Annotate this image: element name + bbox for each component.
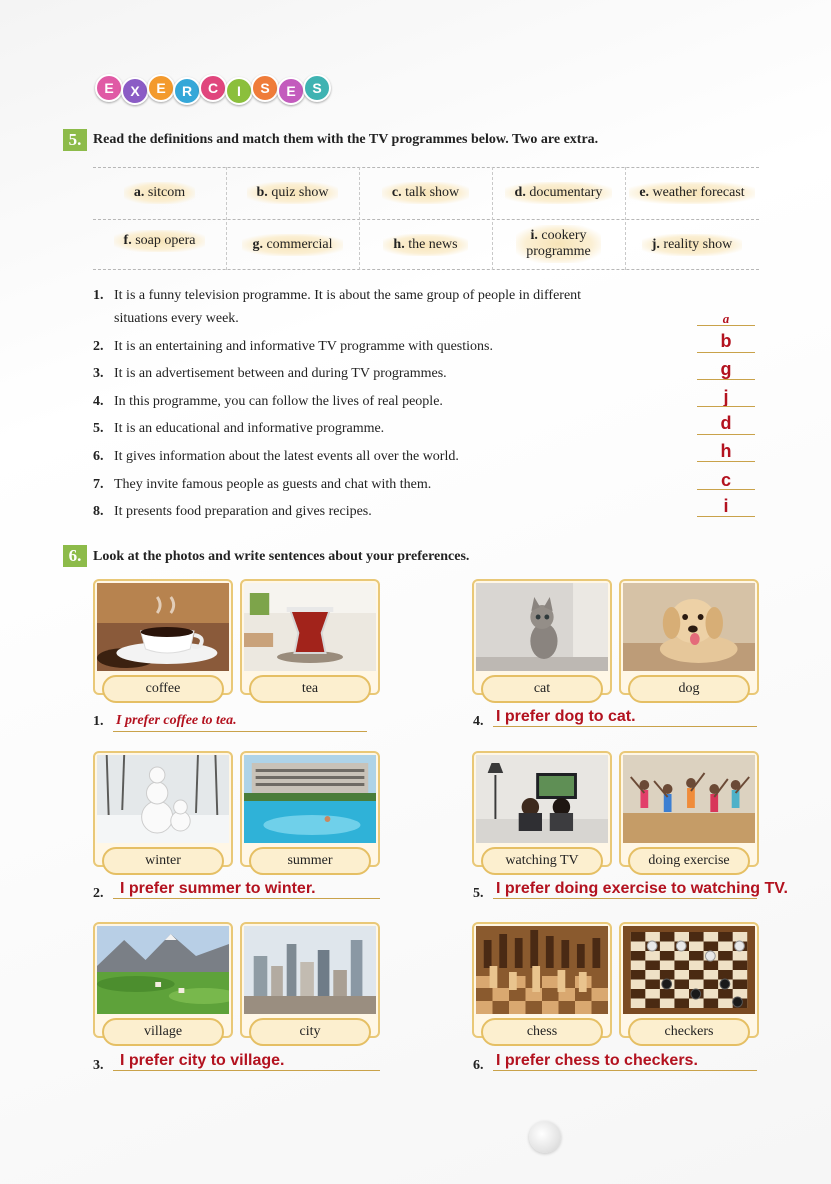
sentence-3-number: 3.	[93, 1058, 104, 1073]
title-letter-ball: I	[225, 77, 253, 105]
title-letter-ball: E	[277, 77, 305, 105]
sentence-2-number: 2.	[93, 886, 104, 901]
option-i: i. cookery programme	[492, 219, 625, 269]
label-checkers: checkers	[628, 1018, 750, 1046]
summer-photo	[244, 755, 376, 843]
sentence-3-answer[interactable]: I prefer city to village.	[120, 1052, 285, 1069]
label-village: village	[102, 1018, 224, 1046]
answer-1[interactable]: a	[722, 311, 730, 326]
option-c: c. talk show	[359, 167, 492, 219]
exercise-5-instruction: Read the definitions and match them with the TV programmes below. Two are extra.	[93, 132, 599, 147]
exercises-title	[95, 74, 329, 102]
answer-6[interactable]: h	[720, 441, 732, 461]
photo-card-chess	[472, 922, 612, 1038]
photo-card-checkers	[619, 922, 759, 1038]
photo-card-watching-tv	[472, 751, 612, 867]
photo-card-coffee	[93, 579, 233, 695]
exercise-6-instruction: Look at the photos and write sentences about your preferences.	[93, 549, 470, 564]
sentence-2-answer[interactable]: I prefer summer to winter.	[120, 880, 316, 897]
sentence-6-answer[interactable]: I prefer chess to checkers.	[496, 1052, 698, 1069]
label-dog: dog	[628, 675, 750, 703]
sentence-5-answer[interactable]: I prefer doing exercise to watching TV.	[496, 880, 788, 897]
city-photo	[244, 926, 376, 1014]
cat-photo	[476, 583, 608, 671]
sentence-6-number: 6.	[473, 1058, 484, 1073]
chess-photo	[476, 926, 608, 1014]
sentence-5-number: 5.	[473, 886, 484, 901]
label-winter: winter	[102, 847, 224, 875]
doing-exercise-photo	[623, 755, 755, 843]
title-letter-ball: E	[95, 74, 123, 102]
title-letter-ball: R	[173, 77, 201, 105]
answer-2[interactable]: b	[720, 331, 732, 351]
photo-card-winter	[93, 751, 233, 867]
sentence-4-number: 4.	[473, 714, 484, 729]
photo-card-doing-exercise	[619, 751, 759, 867]
answer-4[interactable]: j	[723, 387, 729, 407]
photo-card-city	[240, 922, 380, 1038]
option-g: g. commercial	[226, 221, 359, 269]
worksheet-page: E X E R C I S E S 5. Read the definitions and match them with the TV programmes below. Two are extra. a. sitcom b. quiz show c. talk show d. documentary e. weather forecast f. soap opera g. commercial h. the news i. cookery programme j. reality show 1. It is a funny television programme. It is about the same group of people in different situations every week. a 2. It is an entertaining and informative TV programme with questions. b 3. It is an advertisement between and during TV programmes. g 4. In this programme, you can follow the lives of real people. j 5. It is an educational and informative programme. d 6. It gives information about the latest events all over the world. h 7. They invite famous people as guests and chat with them. c 8. It presents food preparation and gives recipes. i 6. Look at the photos and write sentences about your preferences. coffee tea 1. I prefer coffee to tea. cat dog 4. I prefer dog to cat. winter summer 2. I prefer summer to winter. watching TV doing exercise 5. I prefer doing exercise to watching TV. village city 3. I prefer city to village. chess checkers 6. I prefer chess to checkers.	[0, 0, 831, 1184]
photo-card-village	[93, 922, 233, 1038]
title-letter-ball: E	[147, 74, 175, 102]
title-letter-ball: X	[121, 77, 149, 105]
option-b: b. quiz show	[226, 167, 359, 219]
photo-card-dog	[619, 579, 759, 695]
sentence-1-number: 1.	[93, 714, 104, 729]
title-letter-ball: C	[199, 74, 227, 102]
watching-tv-photo	[476, 755, 608, 843]
photo-card-summer	[240, 751, 380, 867]
label-city: city	[249, 1018, 371, 1046]
label-cat: cat	[481, 675, 603, 703]
option-j: j. reality show	[625, 221, 759, 269]
sentence-1-answer[interactable]: I prefer coffee to tea.	[116, 713, 237, 728]
answer-5[interactable]: d	[720, 413, 732, 433]
sentence-4-answer[interactable]: I prefer dog to cat.	[496, 708, 636, 725]
title-letter-ball: S	[251, 74, 279, 102]
exercise-5-number: 5.	[63, 129, 87, 151]
option-a: a. sitcom	[93, 167, 226, 219]
title-letter-ball: S	[303, 74, 331, 102]
answer-8[interactable]: i	[723, 496, 729, 516]
label-summer: summer	[249, 847, 371, 875]
photo-card-tea	[240, 579, 380, 695]
option-e: e. weather forecast	[625, 167, 759, 219]
exercise-6-number: 6.	[63, 545, 87, 567]
option-f: f. soap opera	[93, 217, 226, 265]
checkers-photo	[623, 926, 755, 1014]
option-d: d. documentary	[492, 167, 625, 219]
tea-photo	[244, 583, 376, 671]
option-h: h. the news	[359, 221, 492, 269]
label-doing-exercise: doing exercise	[628, 847, 750, 875]
photo-card-cat	[472, 579, 612, 695]
label-watching-tv: watching TV	[481, 847, 603, 875]
label-coffee: coffee	[102, 675, 224, 703]
winter-photo	[97, 755, 229, 843]
dog-photo	[623, 583, 755, 671]
village-photo	[97, 926, 229, 1014]
tv-programmes-table	[93, 167, 759, 270]
page-marker-circle	[529, 1121, 561, 1153]
coffee-photo	[97, 583, 229, 671]
answer-3[interactable]: g	[720, 359, 732, 379]
answer-7[interactable]: c	[720, 470, 731, 490]
label-chess: chess	[481, 1018, 603, 1046]
label-tea: tea	[249, 675, 371, 703]
